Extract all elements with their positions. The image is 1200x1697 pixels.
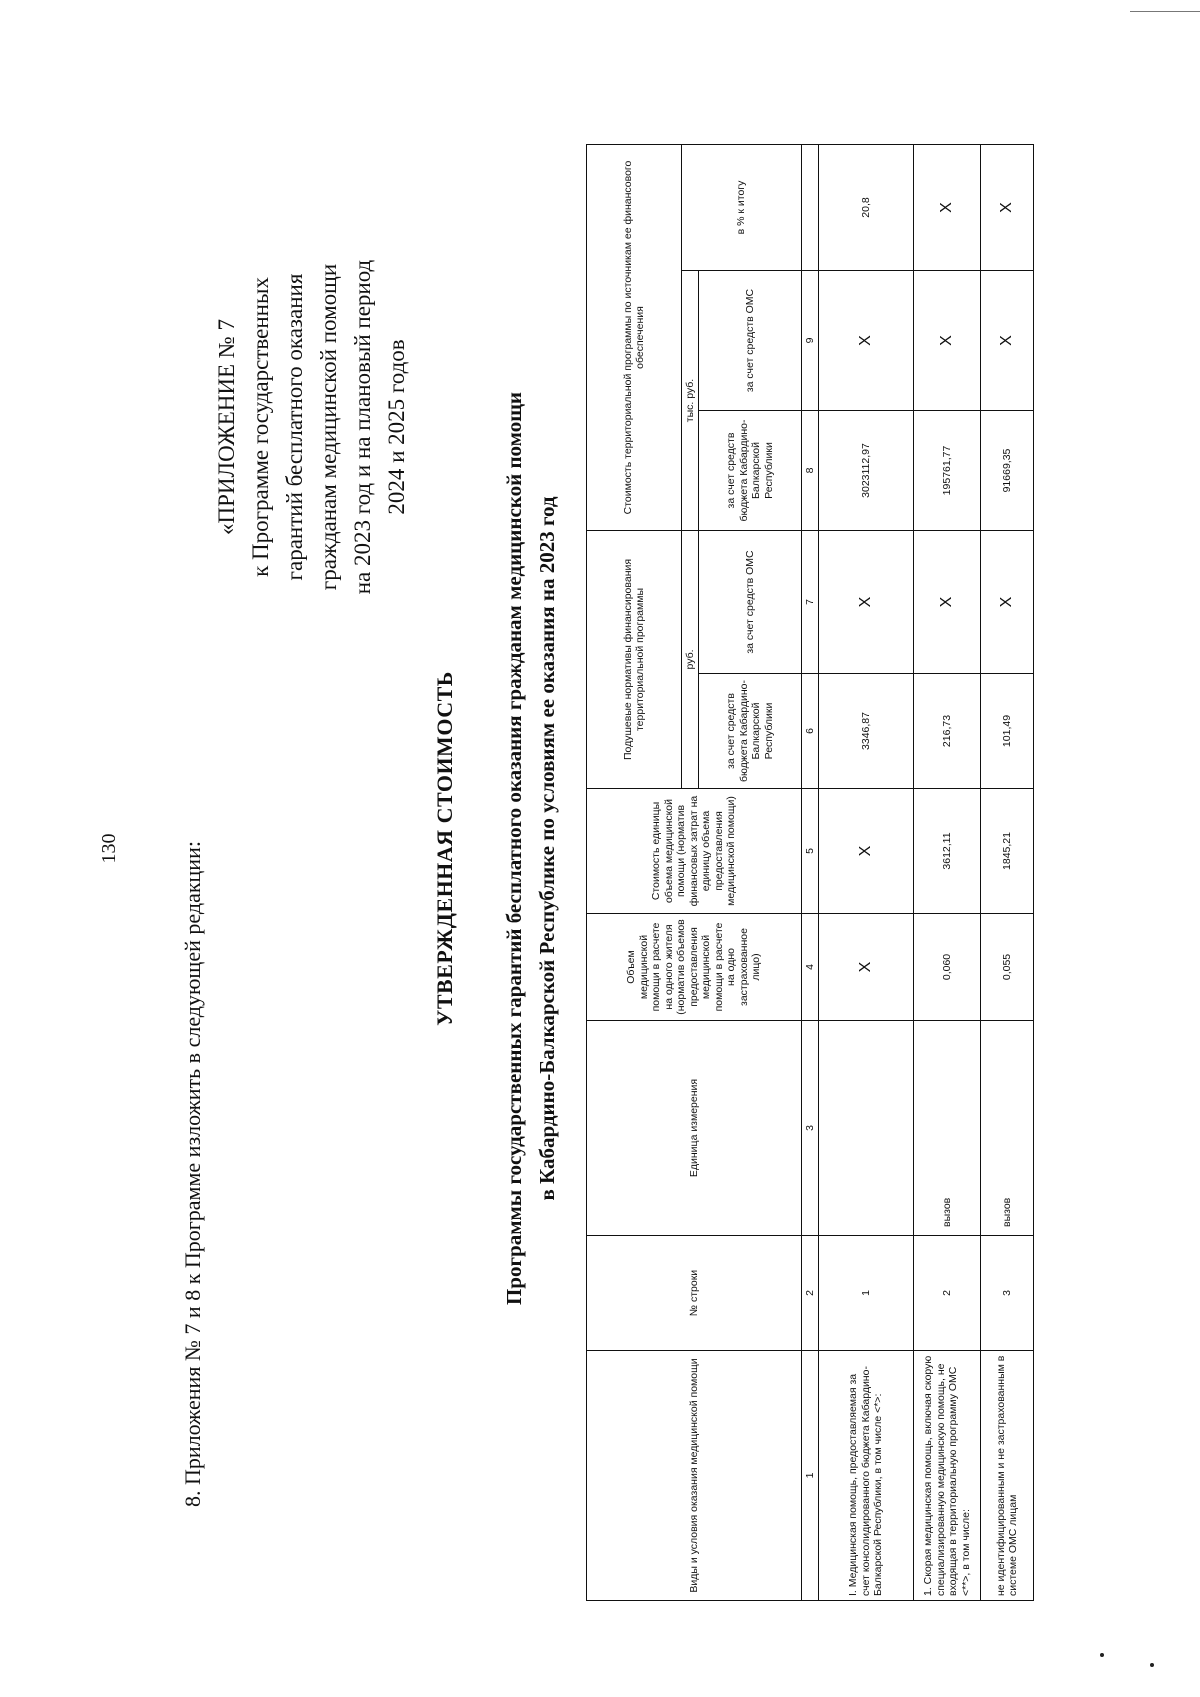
header-group-norms: Подушевые нормативы финансирования территориальной программы xyxy=(587,531,682,789)
cell-volume: 0,060 xyxy=(914,914,981,1021)
annex-line: на 2023 год и на плановый период xyxy=(350,259,375,595)
header-cost-budget: за счет средств бюджета Кабардино-Балкарской Республики xyxy=(699,411,802,531)
document-title xyxy=(498,0,564,1697)
header-unit-cost: Стоимость единицы объема медицинской помощи (норматив финансовых затрат на единицу объема предоставления медицинской помощи) xyxy=(587,789,802,914)
cell-row-number: 1 xyxy=(819,1236,914,1351)
annex-line: 2024 и 2025 годов xyxy=(384,339,409,515)
annex-line: гарантий бесплатного оказания xyxy=(282,273,307,581)
page-number: 130 xyxy=(98,833,120,864)
cell-unit-cost: 1845,21 xyxy=(981,789,1034,914)
table-row xyxy=(981,145,1034,1601)
header-volume: Объем медицинской помощи в расчете на одного жителя (норматив объемов предоставления медицинской помощи в расчете на одно застрахованное лицо) xyxy=(587,914,802,1021)
cell-volume: 0,055 xyxy=(981,914,1034,1021)
column-number: 5 xyxy=(802,789,819,914)
header-group-cost: Стоимость территориальной программы по источникам ее финансового обеспечения xyxy=(587,145,682,531)
intro-text: 8. Приложения № 7 и 8 к Программе изложить в следующей редакции: xyxy=(180,841,205,1507)
cost-table xyxy=(586,144,1034,1601)
cell-norm-oms: X xyxy=(819,531,914,674)
annex-line: «ПРИЛОЖЕНИЕ № 7 xyxy=(214,318,239,536)
cell-cost-oms: X xyxy=(981,271,1034,411)
cell-norm-oms: X xyxy=(914,531,981,674)
column-number: 3 xyxy=(802,1021,819,1236)
cell-cost-oms: X xyxy=(819,271,914,411)
cell-cost-budget: 195761,77 xyxy=(914,411,981,531)
cell-cost-oms: X xyxy=(914,271,981,411)
cell-volume: X xyxy=(819,914,914,1021)
cell-kind: не идентифицированным и не застрахованным в системе ОМС лицам xyxy=(981,1351,1034,1601)
cell-cost-budget: 91669,35 xyxy=(981,411,1034,531)
column-number: 4 xyxy=(802,914,819,1021)
cell-kind: I. Медицинская помощь, предоставляемая за счет консолидированного бюджета Кабардино-Балкарской Республики, в том числе <*>: xyxy=(819,1351,914,1601)
header-row-number: № строки xyxy=(587,1236,802,1351)
header-norms-unit: руб. xyxy=(682,531,699,789)
header-cost-oms: за счет средств ОМС xyxy=(699,271,802,411)
column-number: 7 xyxy=(802,531,819,674)
cell-percent: X xyxy=(981,145,1034,271)
cell-unit xyxy=(819,1021,914,1236)
cell-norm-budget: 216,73 xyxy=(914,674,981,789)
cell-cost-budget: 3023112,97 xyxy=(819,411,914,531)
annex-line: к Программе государственных xyxy=(248,277,273,577)
cell-percent: 20,8 xyxy=(819,145,914,271)
scan-edge-line xyxy=(1130,11,1200,12)
header-norm-oms: за счет средств ОМС xyxy=(699,531,802,674)
scan-speck xyxy=(1100,1653,1104,1657)
annex-header xyxy=(210,167,414,687)
cell-unit: вызов xyxy=(914,1021,981,1236)
header-percent: в % к итогу xyxy=(682,145,802,271)
cell-unit-cost: 3612,11 xyxy=(914,789,981,914)
annex-line: гражданам медицинской помощи xyxy=(316,263,341,591)
cell-norm-budget: 3346,87 xyxy=(819,674,914,789)
approved-heading: УТВЕРЖДЕННАЯ СТОИМОСТЬ xyxy=(432,671,457,1026)
column-number xyxy=(802,145,819,271)
cell-percent: X xyxy=(914,145,981,271)
cell-unit: вызов xyxy=(981,1021,1034,1236)
table-row xyxy=(914,145,981,1601)
cell-kind: 1. Скорая медицинская помощь, включая скорую специализированную медицинскую помощь, не входящая в территориальную программу ОМС <**>, в том числе: xyxy=(914,1351,981,1601)
cell-norm-oms: X xyxy=(981,531,1034,674)
table-row xyxy=(819,145,914,1601)
cell-row-number: 2 xyxy=(914,1236,981,1351)
cell-norm-budget: 101,49 xyxy=(981,674,1034,789)
header-kind: Виды и условия оказания медицинской помощи xyxy=(587,1351,802,1601)
cell-unit-cost: X xyxy=(819,789,914,914)
title-line: Программы государственных гарантий бесплатного оказания гражданам медицинской помощи xyxy=(502,391,526,1306)
column-number: 9 xyxy=(802,271,819,411)
cell-row-number: 3 xyxy=(981,1236,1034,1351)
title-line: в Кабардино-Балкарской Республике по условиям ее оказания на 2023 год xyxy=(535,496,559,1201)
header-cost-unit: тыс. руб. xyxy=(682,271,699,531)
header-norm-budget: за счет средств бюджета Кабардино-Балкарской Республики xyxy=(699,674,802,789)
column-number: 6 xyxy=(802,674,819,789)
scan-speck xyxy=(1150,1663,1154,1667)
column-number: 1 xyxy=(802,1351,819,1601)
column-number: 8 xyxy=(802,411,819,531)
column-number: 2 xyxy=(802,1236,819,1351)
header-unit: Единица измерения xyxy=(587,1021,802,1236)
